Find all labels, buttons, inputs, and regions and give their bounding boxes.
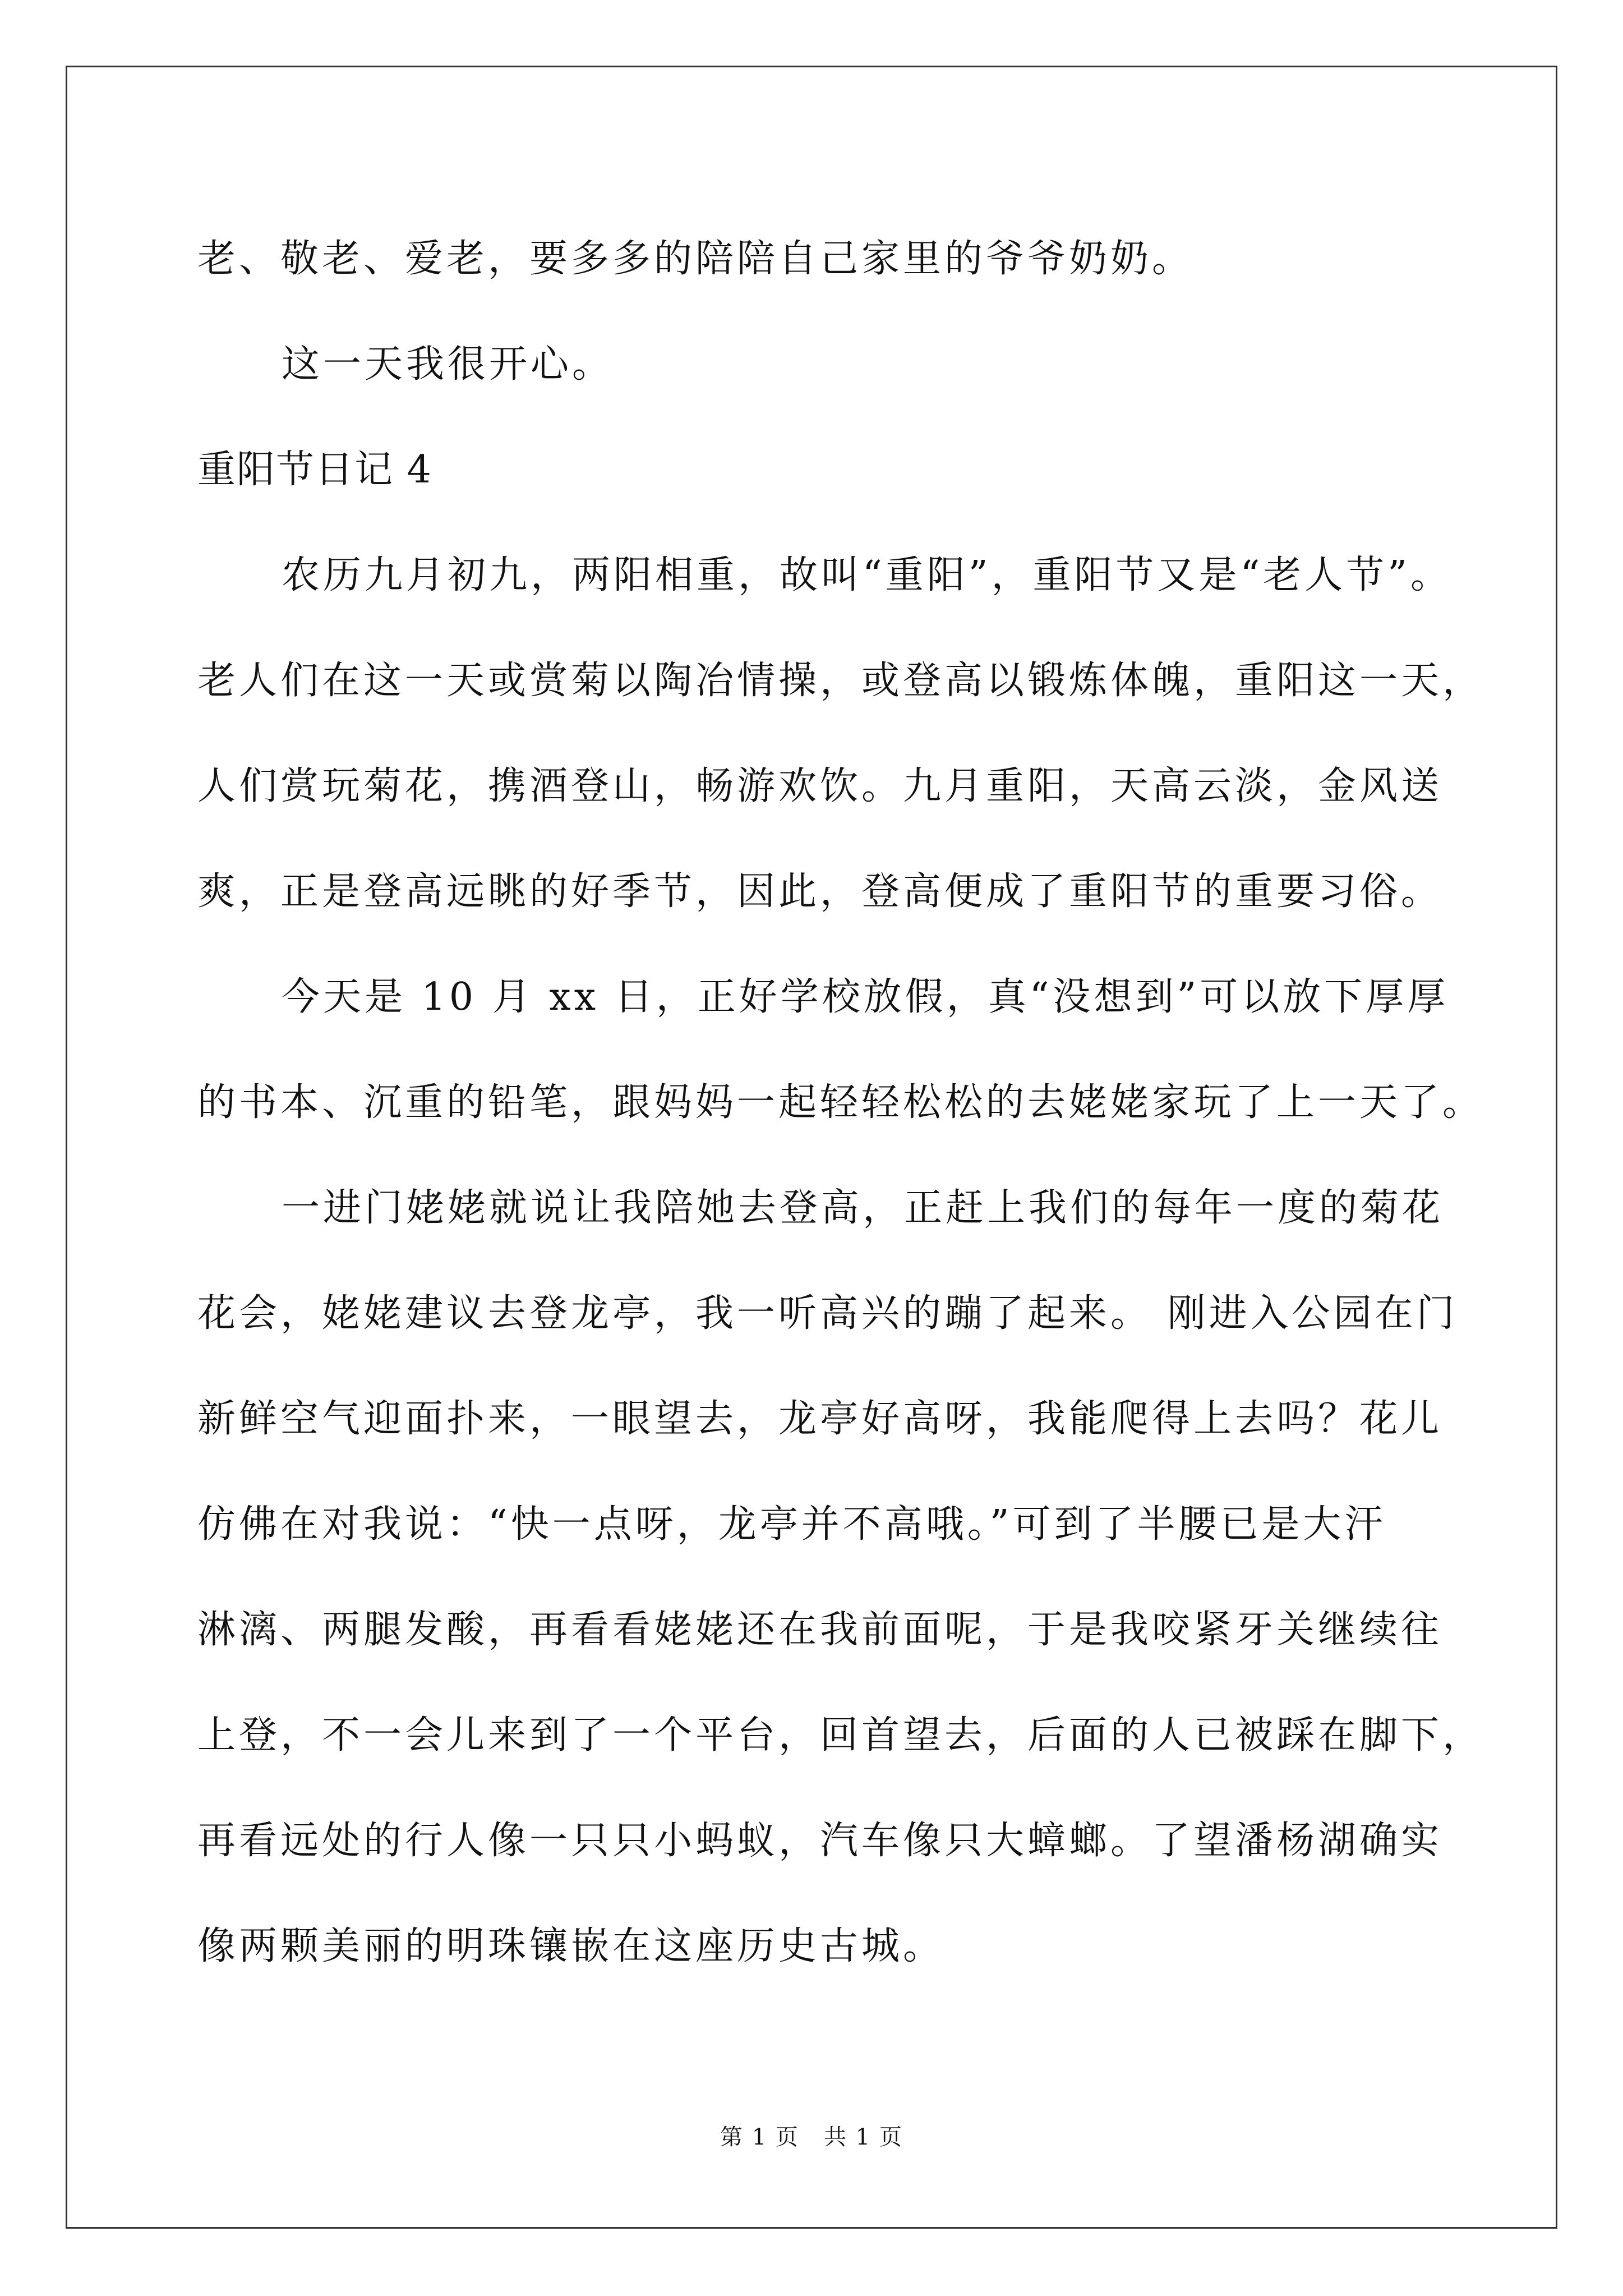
text-line: 人们赏玩菊花，携酒登山，畅游欢饮。九月重阳，天高云淡，金风送 bbox=[197, 764, 1443, 808]
document-body bbox=[197, 206, 1484, 1999]
text-line: 淋漓、两腿发酸，再看看姥姥还在我前面呢，于是我咬紧牙关继续往 bbox=[197, 1608, 1443, 1652]
text-line: 农历九月初九，两阳相重，故叫“重阳”，重阳节又是“老人节”。 bbox=[282, 553, 1453, 597]
text-line: 老人们在这一天或赏菊以陶冶情操，或登高以锻炼体魄，重阳这一天， bbox=[197, 659, 1484, 703]
text-line: 新鲜空气迎面扑来，一眼望去，龙亭好高呀，我能爬得上去吗？花儿 bbox=[197, 1397, 1443, 1441]
text-line: 爽，正是登高远眺的好季节，因此，登高便成了重阳节的重要习俗。 bbox=[197, 869, 1443, 914]
page-footer bbox=[0, 2120, 1623, 2154]
page-number: 第 1 页 共 1 页 bbox=[720, 2124, 903, 2150]
text-line: 这一天我很开心。 bbox=[282, 342, 614, 386]
text-line: 花会，姥姥建议去登龙亭，我一听高兴的蹦了起来。 刚进入公园在门 bbox=[197, 1291, 1458, 1336]
text-line: 老、敬老、爱老，要多多的陪陪自己家里的爷爷奶奶。 bbox=[197, 237, 1194, 281]
section-heading: 重阳节日记 4 bbox=[197, 448, 432, 492]
text-line: 一进门姥姥就说让我陪她去登高，正赶上我们的每年一度的菊花 bbox=[282, 1186, 1444, 1230]
text-line: 仿佛在对我说：“快一点呀，龙亭并不高哦。”可到了半腰已是大汗 bbox=[197, 1502, 1386, 1547]
text-line: 再看远处的行人像一只只小蚂蚁，汽车像只大蟑螂。了望潘杨湖确实 bbox=[197, 1819, 1443, 1863]
text-line: 今天是 10 月 xx 日，正好学校放假，真“没想到”可以放下厚厚 bbox=[282, 975, 1449, 1019]
text-line: 像两颗美丽的明珠镶嵌在这座历史古城。 bbox=[197, 1924, 945, 1968]
text-line: 上登，不一会儿来到了一个平台，回首望去，后面的人已被踩在脚下， bbox=[197, 1713, 1484, 1757]
text-line: 的书本、沉重的铅笔，跟妈妈一起轻轻松松的去姥姥家玩了上一天了。 bbox=[197, 1080, 1484, 1125]
